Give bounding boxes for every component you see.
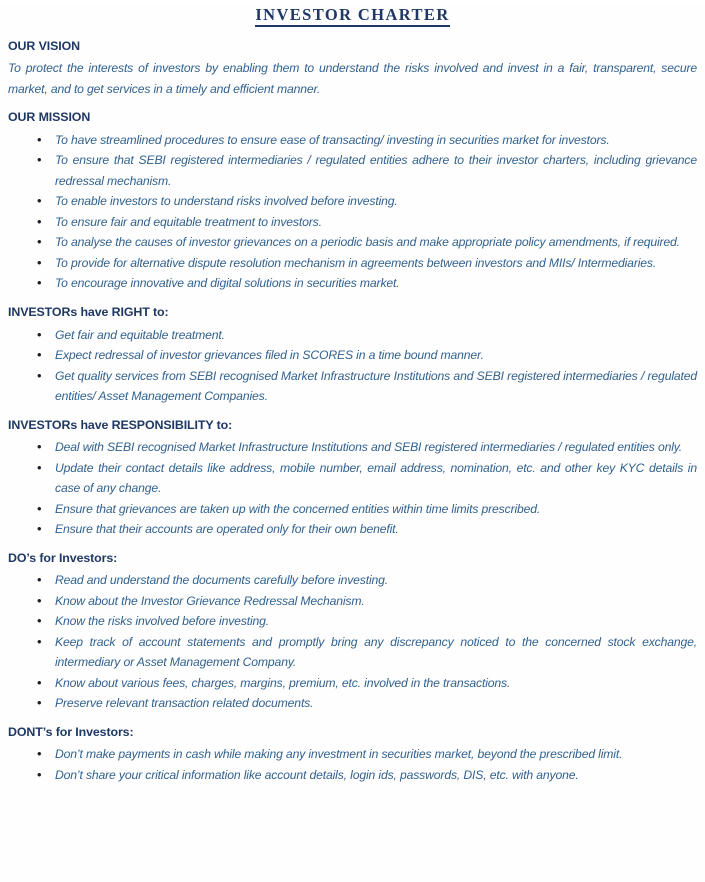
list-item: [8, 191, 697, 212]
list-item-text: • Know about the Investor Grievance Redressal Mechanism.: [55, 593, 365, 608]
list-item-text: • Ensure that their accounts are operated only for their own benefit.: [55, 522, 399, 537]
section-heading-investors-have-right-to: INVESTORs have RIGHT to:: [8, 304, 169, 319]
sections-container: [8, 40, 697, 786]
list-item-text: • Preserve relevant transaction related documents.: [55, 696, 314, 711]
list-item: [8, 765, 697, 786]
list-item: [8, 458, 697, 499]
section-heading-dont-s-for-investors: DONT’s for Investors:: [8, 724, 134, 739]
spacer: [8, 26, 697, 40]
list-item: [8, 591, 697, 612]
document-page: [0, 5, 705, 882]
list-item-text: • To enable investors to understand risks involved before investing.: [55, 194, 398, 209]
list-item: [8, 632, 697, 673]
section-heading-do-s-for-investors: DO’s for Investors:: [8, 550, 118, 565]
list-item-text: • Know the risks involved before investing.: [55, 614, 270, 629]
bullet-list-do-s-for-investors: [8, 570, 697, 714]
list-item: [8, 345, 697, 366]
list-item: [8, 570, 697, 591]
list-item: [8, 325, 697, 346]
list-item: [8, 673, 697, 694]
section-heading-our-vision: OUR VISION: [8, 38, 80, 53]
list-item-text: • To analyse the causes of investor grievances on a periodic basis and make appropriate policy amendments, if required.: [55, 235, 680, 250]
list-item: [8, 499, 697, 520]
bullet-list-our-mission: [8, 130, 697, 294]
list-item-text: • To encourage innovative and digital solutions in securities market.: [55, 276, 400, 291]
list-item-text: • Keep track of account statements and promptly bring any discrepancy noticed to the concerned stock exchange, intermediary or Asset Management Company.: [55, 634, 697, 670]
page-title: [8, 5, 697, 26]
list-item: [8, 232, 697, 253]
spacer: [8, 99, 697, 111]
list-item-text: • Get fair and equitable treatment.: [55, 327, 225, 342]
list-item: [8, 611, 697, 632]
spacer: [8, 540, 697, 552]
list-item-text: • Get quality services from SEBI recognised Market Infrastructure Institutions and SEBI registered intermediaries / regulated entities/ Asset Management Companies.: [55, 368, 697, 404]
list-item: [8, 366, 697, 407]
list-item-text: • To ensure that SEBI registered intermediaries / regulated entities adhere to their investor charters, including grievance redressal mechanism.: [55, 153, 697, 188]
list-item: [8, 744, 697, 765]
list-item-text: • Expect redressal of investor grievances filed in SCORES in a time bound manner.: [55, 348, 484, 363]
list-item: [8, 150, 697, 191]
section-heading-investors-have-responsibility-to: INVESTORs have RESPONSIBILITY to:: [8, 417, 233, 432]
list-item: [8, 253, 697, 274]
section-paragraph: To protect the interests of investors by enabling them to understand the risks involved and invest in a fair, transparent, secure market, and to get services in a timely and efficient manner.: [8, 61, 697, 96]
list-item-text: • To provide for alternative dispute resolution mechanism in agreements between investors and MIIs/ Intermediaries.: [55, 255, 657, 270]
list-item-text: • To have streamlined procedures to ensure ease of transacting/ investing in securities market for investors.: [55, 132, 610, 147]
list-item-text: • Don’t share your critical information like account details, login ids, passwords, DIS, etc. with anyone.: [55, 767, 579, 782]
section-heading-our-mission: OUR MISSION: [8, 110, 91, 125]
list-item: [8, 519, 697, 540]
list-item-text: • Ensure that grievances are taken up with the concerned entities within time limits prescribed.: [55, 501, 541, 516]
list-item-text: • To ensure fair and equitable treatment to investors.: [55, 214, 322, 229]
bullet-list-investors-have-responsibility-to: [8, 437, 697, 540]
list-item-text: • Don’t make payments in cash while making any investment in securities market, beyond the prescribed limit.: [55, 747, 623, 762]
list-item-text: • Know about various fees, charges, margins, premium, etc. involved in the transactions.: [55, 675, 511, 690]
list-item: [8, 212, 697, 233]
bullet-list-dont-s-for-investors: [8, 744, 697, 785]
list-item: [8, 437, 697, 458]
page-title-text: INVESTOR CHARTER: [255, 5, 449, 27]
list-item-text: • Read and understand the documents carefully before investing.: [55, 573, 388, 588]
spacer: [8, 407, 697, 419]
list-item: [8, 273, 697, 294]
list-item: [8, 693, 697, 714]
bullet-list-investors-have-right-to: [8, 325, 697, 407]
list-item-text: • Deal with SEBI recognised Market Infrastructure Institutions and SEBI registered intermediaries / regulated entities only.: [55, 440, 683, 455]
list-item-text: • Update their contact details like address, mobile number, email address, nomination, etc. and other key KYC details in case of any change.: [55, 460, 697, 496]
list-item: [8, 130, 697, 151]
